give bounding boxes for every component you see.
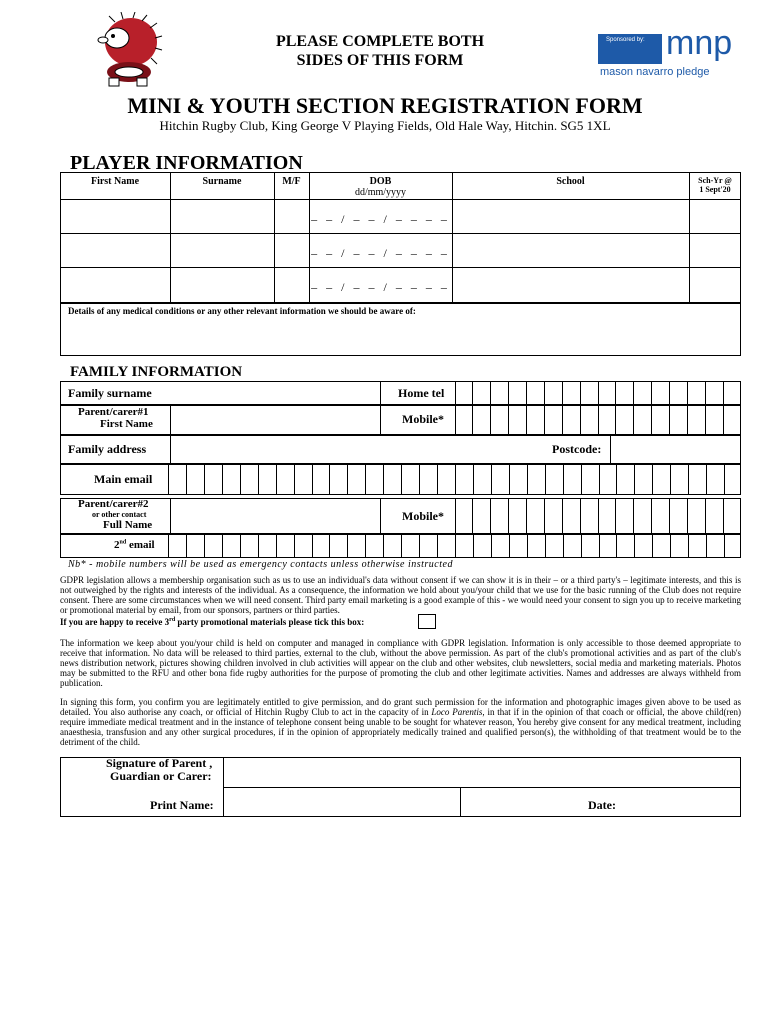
col-first-name: First Name [90,176,140,187]
col-dob-format: dd/mm/yyyy [354,187,407,198]
family-address-label: Family address [68,442,147,456]
date-label: Date: [588,798,616,812]
third-party-tick-label: If you are happy to receive 3rd party promotional materials please tick this box: [60,617,365,627]
family-info-heading: FAMILY INFORMATION [70,364,243,380]
sponsor-mnp: mnp [666,24,733,62]
club-address: Hitchin Rugby Club, King George V Playing Fields, Old Hale Way, Hitchin. SG5 1XL [159,118,611,133]
signature-label-2: Guardian or Carer: [110,769,212,783]
sponsor-name: mason navarro pledge [600,66,710,78]
col-dob: DOB [369,176,392,187]
dob-field-3[interactable]: – – / – – / – – – – [311,280,450,294]
gdpr-paragraph-2: The information we keep about you/your child is held on computer and managed in compliance with GDPR legislation. Information is only accessible to those deemed appropriate to receive that information. No data will be released to third parties, external to the club, without the above permission. As part of the club's promotional activities and as part of the club's news distribution network, pictures showing children involved in club activities will appear on the club and other websites, club newsletters, social media and marketing materials. Photos may be submitted to the RFU and other bona fide rugby authorities for the purpose of promoting the club and other legitimate activities. Names and addresses are always withheld from publication. [60,638,741,688]
sponsor-logo [598,24,733,82]
print-name-field[interactable] [224,788,459,816]
gdpr-paragraph-3: In signing this form, you confirm you are legitimately entitled to give permission, and do grant such permission for the information and photographic images given above to be used as detailed. You also authorise any coach, or official of Hitchin Rugby Club to act in the capacity of in Loco Parentis, in that if in the opinion of that coach or official, the above child(ren) require immediate medical treatment and in the instance of telephone consent being unable to be sought for whatever reason, You hereby give consent for any medical treatment, including anaesthesia, transfusion and any other surgical procedures, if in the opinion of appropriately medically trained and qualified person(s), the withholding of that treatment would be to the detriment of the child. [60,697,741,747]
mobile1-label: Mobile* [402,412,444,426]
parent2-label-b: or other contact [92,510,147,519]
medical-details-label: Details of any medical conditions or any other relevant information we should be aware of: [68,306,416,316]
player-info-heading: PLAYER INFORMATION [70,152,303,174]
dob-field-1[interactable]: – – / – – / – – – – [311,212,450,226]
form-title: MINI & YOUTH SECTION REGISTRATION FORM [127,93,643,118]
family-surname-label: Family surname [68,386,152,400]
club-logo [95,12,163,87]
mobile1-boxes[interactable] [455,405,741,435]
col-school: School [556,176,585,187]
postcode-label: Postcode: [552,442,602,456]
complete-both-sides-line2: SIDES OF THIS FORM [296,52,464,69]
mobile2-boxes[interactable] [455,498,741,534]
home-tel-boxes[interactable] [455,381,741,405]
gdpr-paragraph-1: GDPR legislation allows a membership organisation such as us to use an individual's data without consent if we can show it is in their – or a third party's – legitimate interests, and this is not outweighed by the rights and interests of the individual. As a consequence, the information we hold about you/your child that we use for the basic running of the Club does not require consent. There are some circumstances when we will need consent. Third party email marketing is a good example of this - we would need your consent to sign you up to receive marketing or promotional material by email, from our sponsors, partners or third parties. [60,575,741,615]
col-sch-yr-1: Sch-Yr @ [698,176,732,185]
signature-label-1: Signature of Parent , [106,756,213,770]
mobile2-label: Mobile* [402,509,444,523]
col-surname: Surname [202,176,242,187]
emergency-note: Nb* - mobile numbers will be used as emergency contacts unless otherwise instructed [68,559,453,570]
second-email-boxes[interactable] [168,534,742,558]
main-email-label: Main email [94,472,153,486]
parent1-label-b: First Name [100,418,153,430]
sponsor-small-label: Sponsored by: [606,37,645,43]
parent2-label-a: Parent/carer#2 [78,498,149,510]
complete-both-sides-line1: PLEASE COMPLETE BOTH [275,33,485,50]
parent2-label-c: Full Name [103,519,153,531]
col-mf: M/F [282,176,301,187]
print-name-label: Print Name: [150,798,214,812]
col-sch-yr-2: 1 Sept'20 [699,185,731,194]
main-email-boxes[interactable] [168,464,742,495]
signature-field[interactable] [224,758,740,786]
third-party-tick-box[interactable] [418,614,436,629]
home-tel-label: Home tel [398,386,445,400]
parent1-label-a: Parent/carer#1 [78,406,149,418]
dob-field-2[interactable]: – – / – – / – – – – [311,246,450,260]
second-email-label: 2nd email [114,539,155,551]
